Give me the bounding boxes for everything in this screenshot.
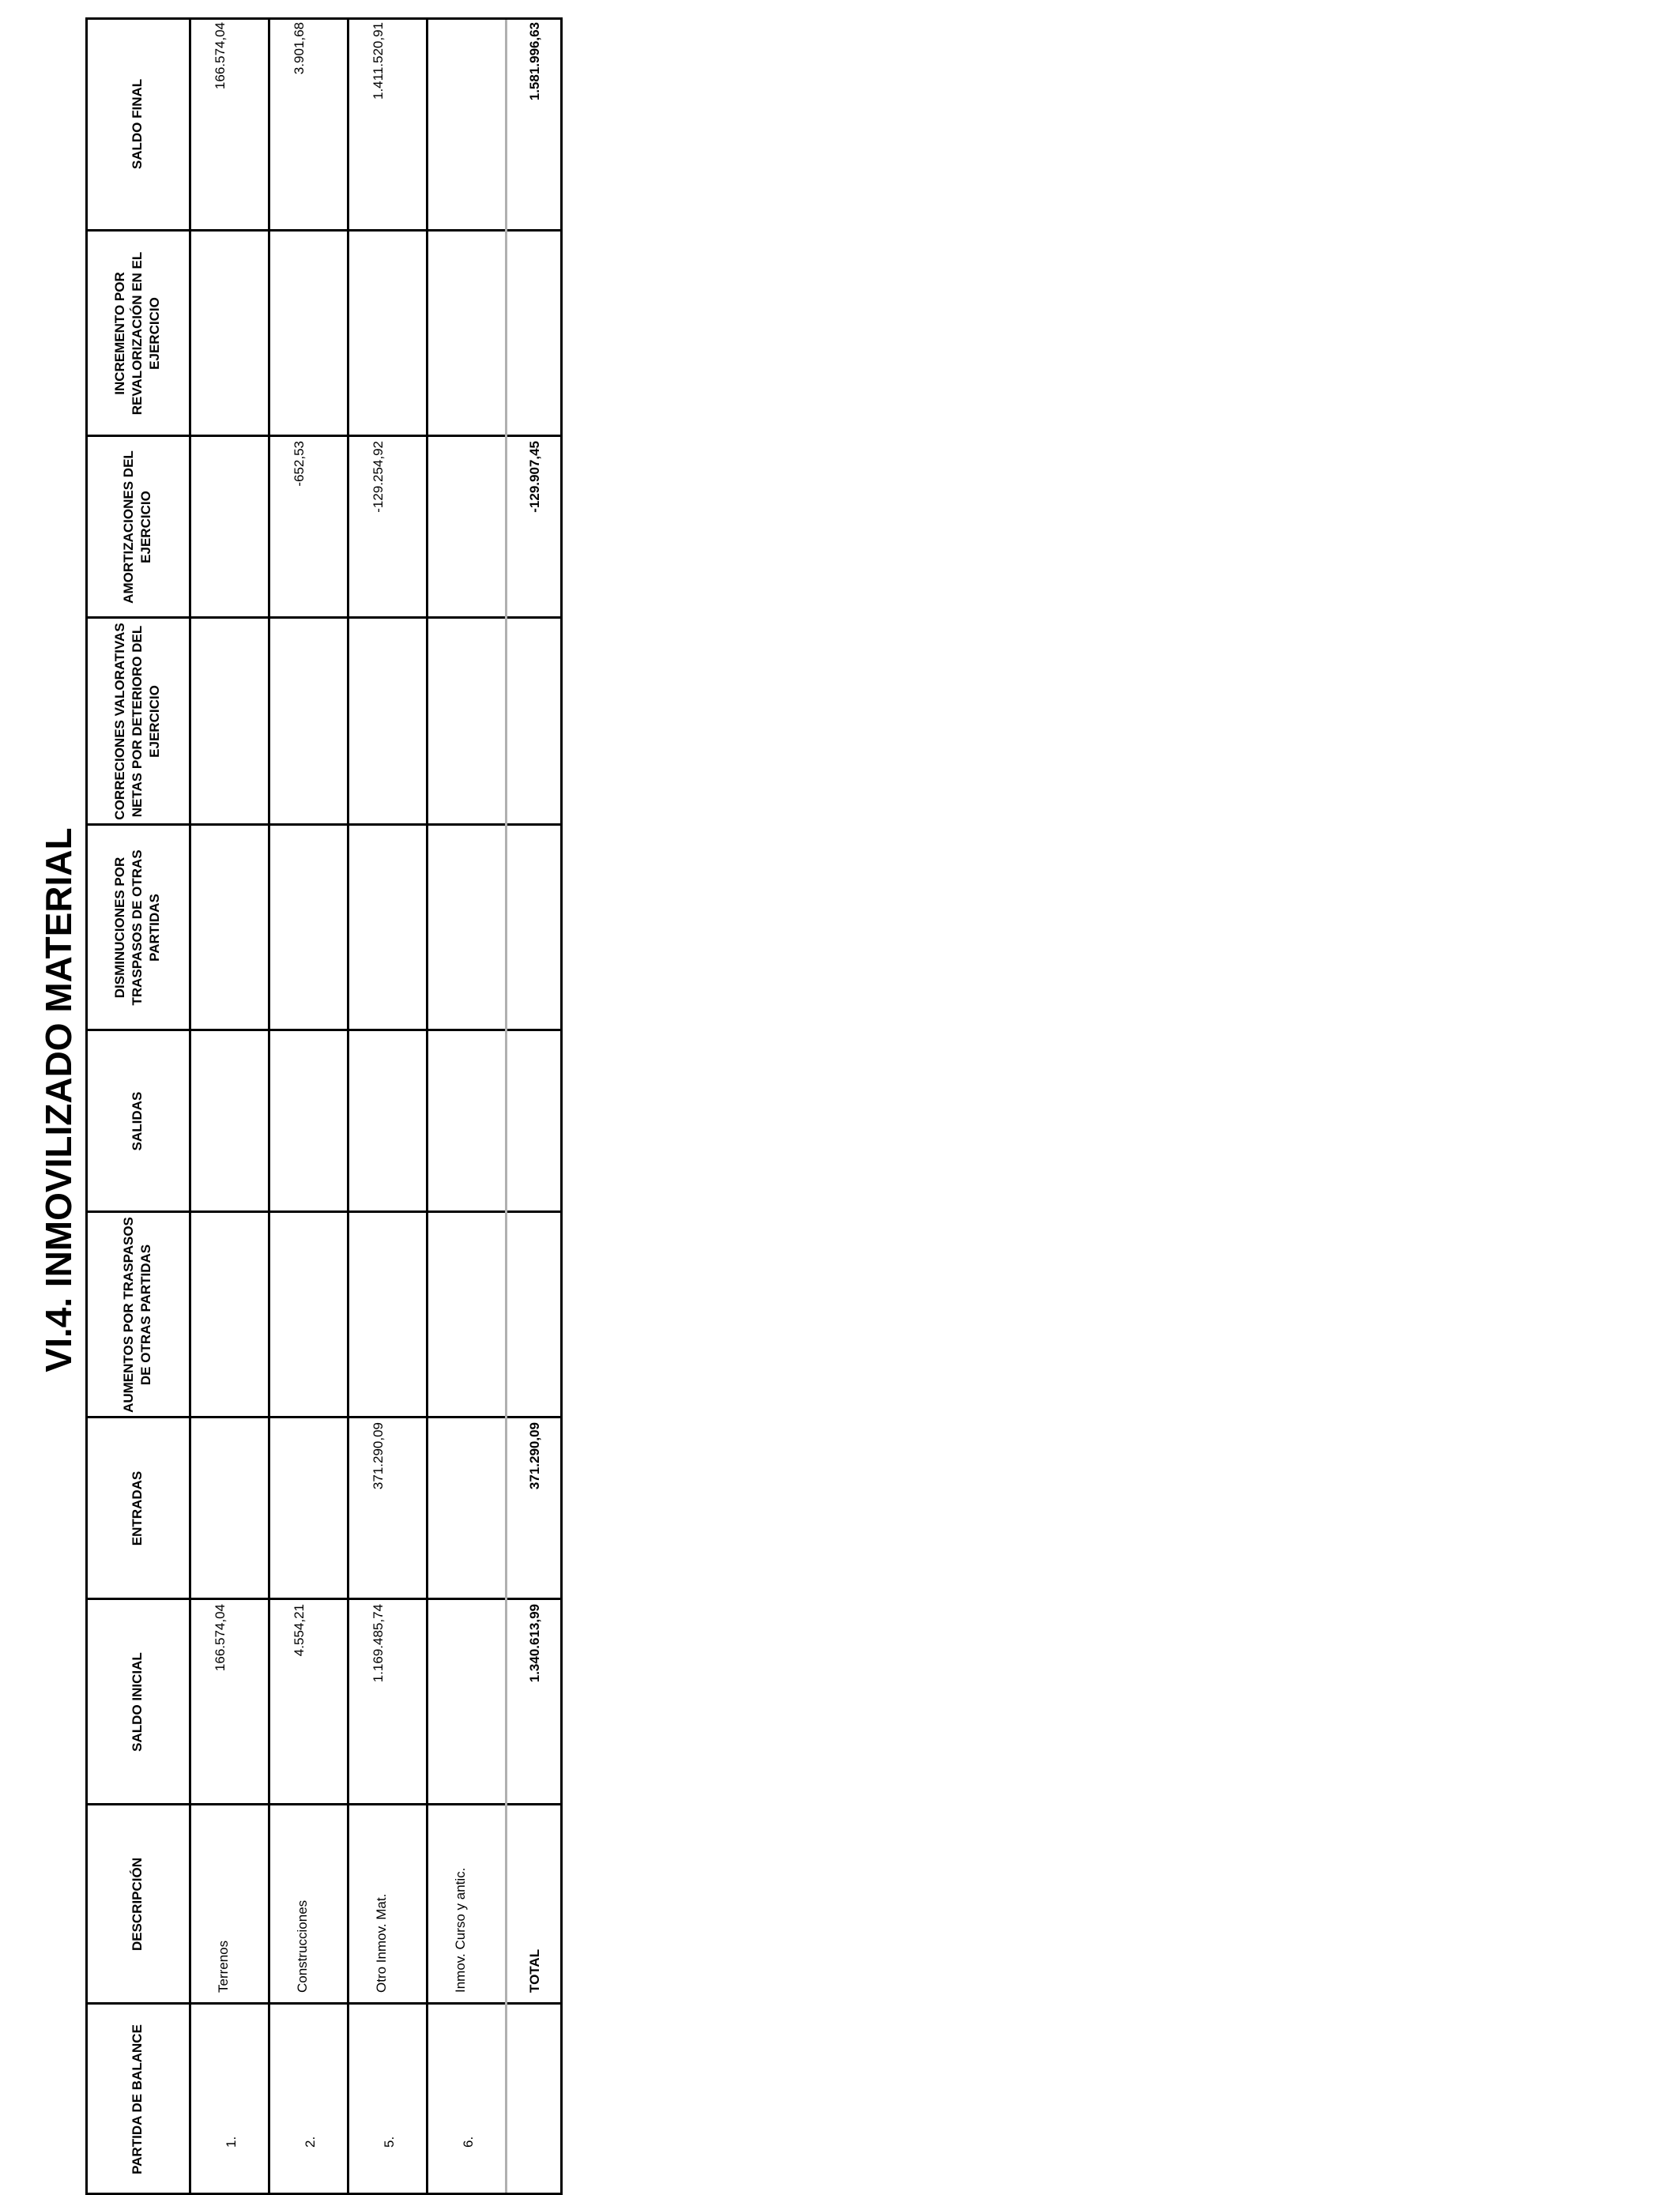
value-cell: 4.554,21: [292, 1604, 307, 1657]
column-header: AMORTIZACIONES DEL EJERCICIO: [121, 450, 153, 604]
value-cell: -129.254,92: [371, 441, 386, 513]
descripcion-text: Otro Inmov. Mat.: [374, 1893, 389, 1993]
column-header: ENTRADAS: [130, 1470, 145, 1546]
total-value: 371.290,09: [527, 1422, 542, 1490]
partida-code: 1.: [224, 2136, 239, 2148]
inmovilizado-table: [85, 17, 563, 2195]
total-label: TOTAL: [527, 1948, 542, 1993]
value-cell: 166.574,04: [213, 22, 228, 90]
total-value: 1.340.613,99: [527, 1604, 542, 1683]
page-title: VI.4. INMOVILIZADO MATERIAL: [38, 827, 79, 1372]
column-header: AUMENTOS POR TRASPASOS DE OTRAS PARTIDAS: [121, 1217, 153, 1413]
column-header: SALDO FINAL: [130, 78, 145, 170]
column-header: CORRECIONES VALORATIVAS NETAS POR DETERIORO DEL EJERCICIO: [112, 623, 162, 820]
total-value: -129.907,45: [527, 441, 542, 513]
partida-code: 5.: [382, 2136, 397, 2148]
descripcion-text: Terrenos: [216, 1940, 231, 1993]
table-frame: [85, 17, 563, 2195]
value-cell: 371.290,09: [371, 1422, 386, 1490]
descripcion-text: Inmov. Curso y antic.: [453, 1867, 468, 1993]
column-header: PARTIDA DE BALANCE: [130, 2024, 145, 2174]
partida-code: 6.: [461, 2136, 476, 2148]
partida-code: 2.: [303, 2136, 318, 2148]
value-cell: 1.411.520,91: [371, 22, 386, 100]
value-cell: 1.169.485,74: [371, 1604, 386, 1683]
column-header: DISMINUCIONES POR TRASPASOS DE OTRAS PARTIDAS: [112, 849, 162, 1006]
descripcion-text: Construcciones: [295, 1899, 310, 1993]
column-header: DESCRIPCIÓN: [130, 1857, 145, 1952]
total-value: 1.581.996,63: [527, 22, 542, 101]
column-header: INCREMENTO POR REVALORIZACIÓN EN EL EJERCICIO: [112, 251, 162, 416]
value-cell: -652,53: [292, 441, 307, 487]
value-cell: 3.901,68: [292, 22, 307, 75]
column-header: SALIDAS: [130, 1091, 145, 1151]
value-cell: 166.574,04: [213, 1604, 228, 1672]
column-header: SALDO INICIAL: [130, 1652, 145, 1752]
